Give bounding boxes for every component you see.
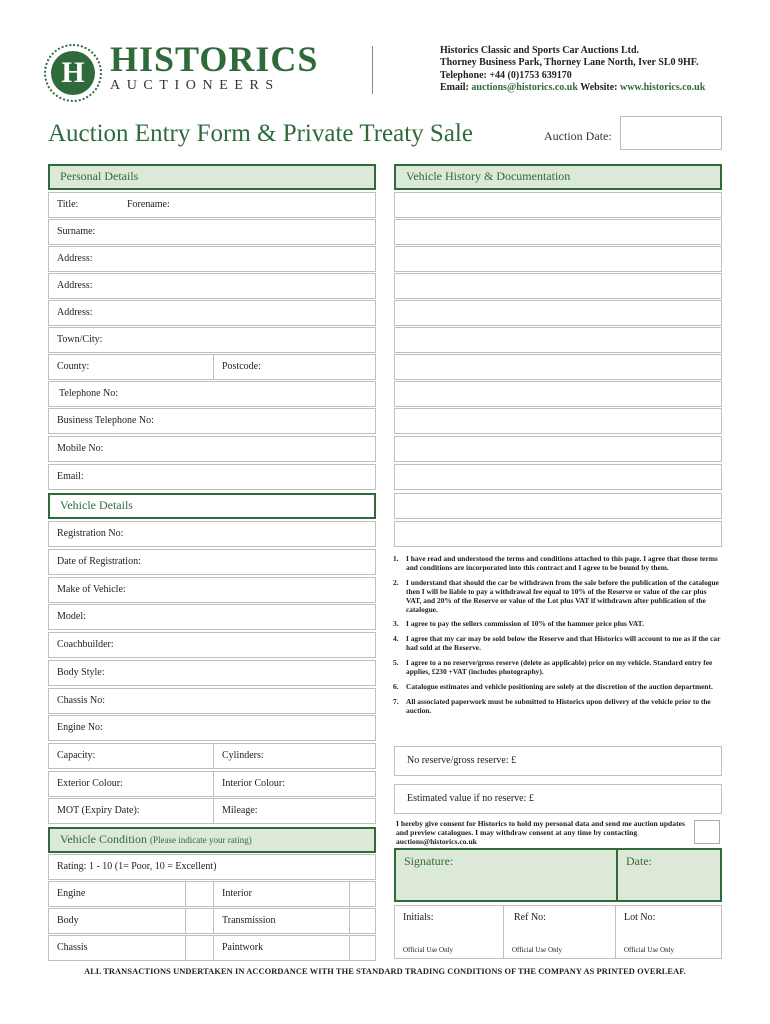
- engine-rating-box[interactable]: [185, 882, 213, 906]
- interior-rating-box[interactable]: [349, 882, 376, 906]
- mobile-field[interactable]: [48, 436, 376, 462]
- capacity-cylinders-row[interactable]: [48, 743, 376, 769]
- paintwork-rating-box[interactable]: [349, 936, 376, 960]
- estimate-field[interactable]: [394, 784, 722, 814]
- rating-label: Rating: 1 - 10 (1= Poor, 10 = Excellent): [57, 861, 217, 872]
- model-label: Model:: [57, 611, 86, 622]
- term-item: 1. I have read and understood the terms and conditions attached to this page. I agree that those terms and conditions are incorporated into this contract and I agree to be bound by them.: [393, 554, 718, 572]
- title-forename-row[interactable]: [48, 192, 376, 218]
- vehicle-details-title: Vehicle Details: [60, 498, 133, 512]
- colour-row[interactable]: [48, 771, 376, 797]
- address-label-3: Address:: [57, 307, 93, 318]
- address-label-1: Address:: [57, 253, 93, 264]
- term-item: 3. I agree to pay the sellers commission of 10% of the hammer price plus VAT.: [393, 619, 644, 629]
- history-line[interactable]: [394, 273, 722, 299]
- website-label: Website:: [580, 82, 618, 94]
- reserve-field[interactable]: [394, 746, 722, 776]
- email-link[interactable]: auctions@historics.co.uk: [471, 82, 578, 94]
- consent-checkbox[interactable]: [694, 820, 720, 844]
- telephone-field[interactable]: [48, 381, 376, 407]
- business-telephone-field[interactable]: [48, 408, 376, 434]
- mot-mileage-row[interactable]: [48, 798, 376, 824]
- registration-label: Registration No:: [57, 528, 124, 539]
- interior-rating-label: Interior: [213, 882, 252, 906]
- official-use-note: Official Use Only: [624, 946, 675, 954]
- history-line[interactable]: [394, 300, 722, 326]
- lot-cell[interactable]: [615, 906, 721, 958]
- logo-emblem: [44, 44, 102, 102]
- history-line[interactable]: [394, 464, 722, 490]
- title-label: Title:: [57, 199, 79, 210]
- email-label: Email:: [440, 82, 469, 94]
- address-label-2: Address:: [57, 280, 93, 291]
- consent-text: I hereby give consent for Historics to hold my personal data and send me auction updates and preview catalogues. I may withdraw consent at any time by contacting auctions@historics.co.uk: [396, 819, 685, 846]
- company-telephone: Telephone: +44 (0)1753 639170: [440, 69, 572, 81]
- official-use-box: [394, 905, 722, 959]
- history-line[interactable]: [394, 436, 722, 462]
- exterior-colour-label: Exterior Colour:: [57, 778, 123, 789]
- address-field-1[interactable]: [48, 246, 376, 272]
- term-item: 7. All associated paperwork must be submitted to Historics upon delivery of the vehicle prior to the auction.: [393, 696, 711, 715]
- business-telephone-label: Business Telephone No:: [57, 415, 154, 426]
- email-field[interactable]: [48, 464, 376, 490]
- transmission-rating-box[interactable]: [349, 909, 376, 933]
- body-transmission-row[interactable]: [48, 908, 376, 934]
- engine-interior-row[interactable]: [48, 881, 376, 907]
- history-line[interactable]: [394, 354, 722, 380]
- engine-rating-label: Engine: [57, 888, 86, 899]
- body-rating-box[interactable]: [185, 909, 213, 933]
- body-rating-label: Body: [57, 915, 79, 926]
- chassis-no-label: Chassis No:: [57, 695, 106, 706]
- date-registration-field[interactable]: [48, 549, 376, 575]
- vehicle-condition-title: Vehicle Condition: [60, 832, 147, 846]
- transmission-rating-label: Transmission: [213, 909, 276, 933]
- term-item: 4. I agree that my car may be sold below the Reserve and that Historics will account to me as if the car had sold at the Reserve.: [393, 634, 721, 653]
- registration-field[interactable]: [48, 521, 376, 547]
- make-field[interactable]: [48, 577, 376, 603]
- company-name: Historics Classic and Sports Car Auctions Ltd.: [440, 45, 640, 56]
- form-title: Auction Entry Form & Private Treaty Sale: [48, 120, 473, 147]
- signature-box[interactable]: [394, 848, 722, 902]
- chassis-rating-box[interactable]: [185, 936, 213, 960]
- vehicle-condition-note: (Please indicate your rating): [150, 835, 252, 845]
- postcode-label: Postcode:: [213, 355, 261, 379]
- company-address: Thorney Business Park, Thorney Lane North, Iver SL0 9HF.: [440, 57, 699, 69]
- company-details: [440, 45, 705, 95]
- date-registration-label: Date of Registration:: [57, 556, 141, 567]
- logo-subtitle: AUCTIONEERS: [110, 78, 280, 93]
- make-label: Make of Vehicle:: [57, 584, 126, 595]
- address-field-2[interactable]: [48, 273, 376, 299]
- history-line[interactable]: [394, 219, 722, 245]
- auction-date-field[interactable]: [620, 116, 722, 150]
- vehicle-condition-header: [48, 827, 376, 853]
- company-contact: [440, 82, 705, 94]
- website-link[interactable]: www.historics.co.uk: [619, 82, 706, 94]
- email-field-label: Email:: [57, 471, 84, 482]
- address-field-3[interactable]: [48, 300, 376, 326]
- estimate-label: Estimated value if no reserve: £: [407, 793, 534, 804]
- chassis-rating-label: Chassis: [57, 942, 88, 953]
- cylinders-label: Cylinders:: [213, 744, 264, 768]
- vehicle-history-title: Vehicle History & Documentation: [406, 169, 571, 183]
- date-signed-label: Date:: [626, 854, 652, 868]
- chassis-no-field[interactable]: [48, 688, 376, 714]
- personal-details-header: [48, 164, 376, 190]
- surname-field[interactable]: [48, 219, 376, 245]
- auction-date-label: Auction Date:: [544, 129, 612, 143]
- county-postcode-row[interactable]: [48, 354, 376, 380]
- official-use-note: Official Use Only: [512, 946, 563, 954]
- history-line[interactable]: [394, 192, 722, 218]
- interior-colour-label: Interior Colour:: [213, 772, 285, 796]
- term-item: 2. I understand that should the car be withdrawn from the sale before the publication of the catalogue then I will be liable to pay a withdrawal fee equal to 10% of the Reserve or value of the car plus VAT, and 20% of the Reserve or value of the Lot plus VAT if withdrawn after publication of the catalogue.: [393, 577, 719, 614]
- signature-divider: [616, 850, 618, 900]
- mobile-label: Mobile No:: [57, 443, 104, 454]
- history-line[interactable]: [394, 493, 722, 519]
- vehicle-details-header: [48, 493, 376, 519]
- history-line[interactable]: [394, 381, 722, 407]
- personal-details-title: Personal Details: [60, 169, 139, 183]
- paintwork-rating-label: Paintwork: [213, 936, 263, 960]
- logo-wordmark: HISTORICS: [110, 39, 319, 79]
- history-line[interactable]: [394, 246, 722, 272]
- official-use-note: Official Use Only: [403, 946, 454, 954]
- initials-label: Initials:: [403, 912, 434, 923]
- surname-label: Surname:: [57, 226, 96, 237]
- chassis-paintwork-row[interactable]: [48, 935, 376, 961]
- body-style-label: Body Style:: [57, 667, 105, 678]
- capacity-label: Capacity:: [57, 750, 96, 761]
- ref-label: Ref No:: [514, 912, 546, 923]
- town-label: Town/City:: [57, 334, 103, 345]
- footer-note: ALL TRANSACTIONS UNDERTAKEN IN ACCORDANCE WITH THE STANDARD TRADING CONDITIONS OF THE COMPANY AS PRINTED OVERLEAF.: [84, 967, 686, 976]
- town-field[interactable]: [48, 327, 376, 353]
- history-line[interactable]: [394, 521, 722, 547]
- county-label: County:: [57, 361, 90, 372]
- term-item: 6. Catalogue estimates and vehicle positioning are solely at the discretion of the auction department.: [393, 681, 713, 691]
- history-line[interactable]: [394, 327, 722, 353]
- ref-cell[interactable]: [503, 906, 615, 958]
- header-divider: [372, 46, 373, 94]
- signature-label: Signature:: [404, 854, 454, 868]
- coachbuilder-field[interactable]: [48, 632, 376, 658]
- initials-cell[interactable]: [395, 906, 503, 958]
- rating-row: [48, 854, 376, 880]
- logo-letter: H: [51, 51, 95, 95]
- history-line[interactable]: [394, 408, 722, 434]
- coachbuilder-label: Coachbuilder:: [57, 639, 114, 650]
- mileage-label: Mileage:: [213, 799, 258, 823]
- lot-label: Lot No:: [624, 912, 656, 923]
- vehicle-history-header: [394, 164, 722, 190]
- model-field[interactable]: [48, 604, 376, 630]
- term-item: 5. I agree to a no reserve/gross reserve (delete as applicable) price on my vehicle. Standard entry fee applies, £230 +VAT (includes photography).: [393, 658, 713, 677]
- engine-no-label: Engine No:: [57, 722, 103, 733]
- body-style-field[interactable]: [48, 660, 376, 686]
- terms-list: [393, 555, 721, 722]
- mot-label: MOT (Expiry Date):: [57, 805, 140, 816]
- engine-no-field[interactable]: [48, 715, 376, 741]
- telephone-label: Telephone No:: [59, 388, 119, 399]
- forename-label: Forename:: [127, 199, 170, 210]
- reserve-label: No reserve/gross reserve: £: [407, 755, 517, 766]
